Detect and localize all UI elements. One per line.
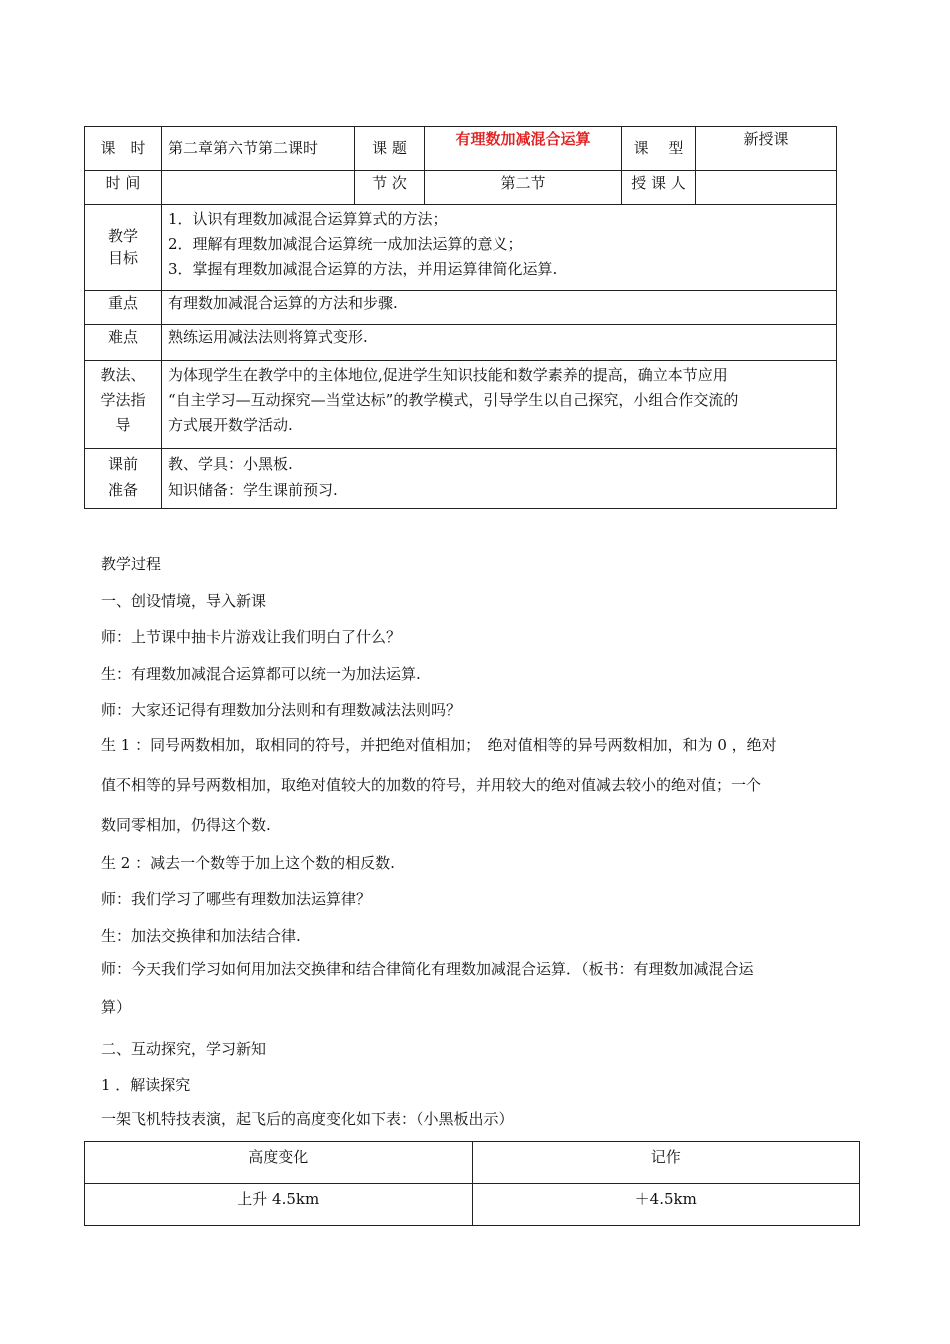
method-label-line: 导 (115, 415, 131, 434)
dialogue-line: 师：我们学习了哪些有理数加法运算律？ (101, 890, 372, 908)
prep-label-line: 准备 (107, 481, 138, 500)
lesson-info-table (84, 126, 837, 509)
dialogue-paragraph (101, 950, 853, 1026)
label-time: 时 间 (85, 171, 162, 205)
paragraph-line: 数同零相加，仍得这个数. (101, 816, 271, 834)
table-row (85, 1142, 860, 1184)
paragraph-line: 师：今天我们学习如何用加法交换律和结合律简化有理数加减混合运算．（板书：有理数加减混合运 (101, 960, 754, 978)
table-row (85, 361, 837, 449)
prep-line: 教、学具：小黑板. (168, 455, 293, 473)
prep-label (85, 449, 162, 509)
subsection-heading: 1 ．解读探究 (101, 1076, 191, 1094)
table-row (85, 171, 837, 205)
label-teacher: 授 课 人 (622, 171, 696, 205)
dialogue-paragraph (101, 725, 853, 845)
table-header: 记作 (472, 1142, 860, 1184)
process-title: 教学过程 (101, 555, 162, 573)
dialogue-line: 生：有理数加减混合运算都可以统一为加法运算. (101, 665, 421, 683)
teacher-value (696, 171, 837, 205)
method-line: “自主学习—互动探究—当堂达标”的教学模式，引导学生以自己探究，小组合作交流的 (168, 390, 739, 409)
label-class-time: 课 时 (85, 127, 162, 171)
method-label (85, 361, 162, 449)
dialogue-line: 生：加法交换律和加法结合律. (101, 927, 301, 945)
type-value: 新授课 (696, 127, 837, 171)
label-topic: 课 题 (355, 127, 425, 171)
time-value (162, 171, 355, 205)
section-heading: 二、互动探究，学习新知 (101, 1040, 267, 1058)
label-type: 课 型 (622, 127, 696, 171)
lesson-topic-title: 有理数加减混合运算 (425, 127, 622, 171)
section-heading: 一、创设情境，导入新课 (101, 592, 267, 610)
intro-line: 一架飞机特技表演，起飞后的高度变化如下表：（小黑板出示） (101, 1110, 514, 1128)
dialogue-line: 师：上节课中抽卡片游戏让我们明白了什么？ (101, 628, 402, 646)
table-row (85, 449, 837, 509)
goals-label-line-1: 教学 (107, 226, 138, 245)
dialogue-line: 师：大家还记得有理数加分法则和有理数减法法则吗？ (101, 701, 462, 719)
goal-item: 2．理解有理数加减混合运算统一成加法运算的意义； (168, 234, 523, 253)
table-row (85, 1184, 860, 1226)
paragraph-line: 值不相等的异号两数相加，取绝对值较大的加数的符号，并用较大的绝对值减去较小的绝对值；一个 (101, 776, 762, 794)
goals-label (85, 205, 162, 291)
table-row (85, 325, 837, 361)
method-content (162, 361, 837, 449)
prep-content (162, 449, 837, 509)
prep-line: 知识储备：学生课前预习. (168, 481, 338, 500)
goal-item: 1．认识有理数加减混合运算算式的方法； (168, 210, 448, 228)
paragraph-line: 算） (101, 998, 132, 1016)
goals-content (162, 205, 837, 291)
prep-label-line: 课前 (107, 455, 138, 473)
table-row (85, 127, 837, 171)
table-header: 高度变化 (85, 1142, 473, 1184)
key-point-text: 有理数加减混合运算的方法和步骤. (162, 291, 837, 325)
table-cell: ＋4.5km (472, 1184, 860, 1226)
section-value: 第二节 (425, 171, 622, 205)
key-point-label: 重点 (85, 291, 162, 325)
table-row (85, 291, 837, 325)
goals-label-line-2: 目标 (107, 248, 138, 267)
difficulty-text: 熟练运用减法法则将算式变形. (162, 325, 837, 361)
goal-item: 3．掌握有理数加减混合运算的方法，并用运算律简化运算. (168, 259, 558, 278)
label-section: 节 次 (355, 171, 425, 205)
class-time-value: 第二章第六节第二课时 (162, 127, 355, 171)
dialogue-line: 生 2 ：减去一个数等于加上这个数的相反数. (101, 854, 395, 872)
paragraph-line: 生 1 ：同号两数相加，取相同的符号，并把绝对值相加； 绝对值相等的异号两数相加，和为 0 ，绝对 (101, 736, 777, 754)
method-label-line: 学法指 (100, 390, 146, 409)
table-cell: 上升 4.5km (85, 1184, 473, 1226)
height-change-table (84, 1141, 860, 1226)
table-row (85, 205, 837, 291)
difficulty-label: 难点 (85, 325, 162, 361)
method-line: 为体现学生在教学中的主体地位,促进学生知识技能和数学素养的提高，确立本节应用 (168, 366, 728, 384)
method-line: 方式展开数学活动. (168, 415, 293, 434)
method-label-line: 教法、 (100, 366, 146, 384)
